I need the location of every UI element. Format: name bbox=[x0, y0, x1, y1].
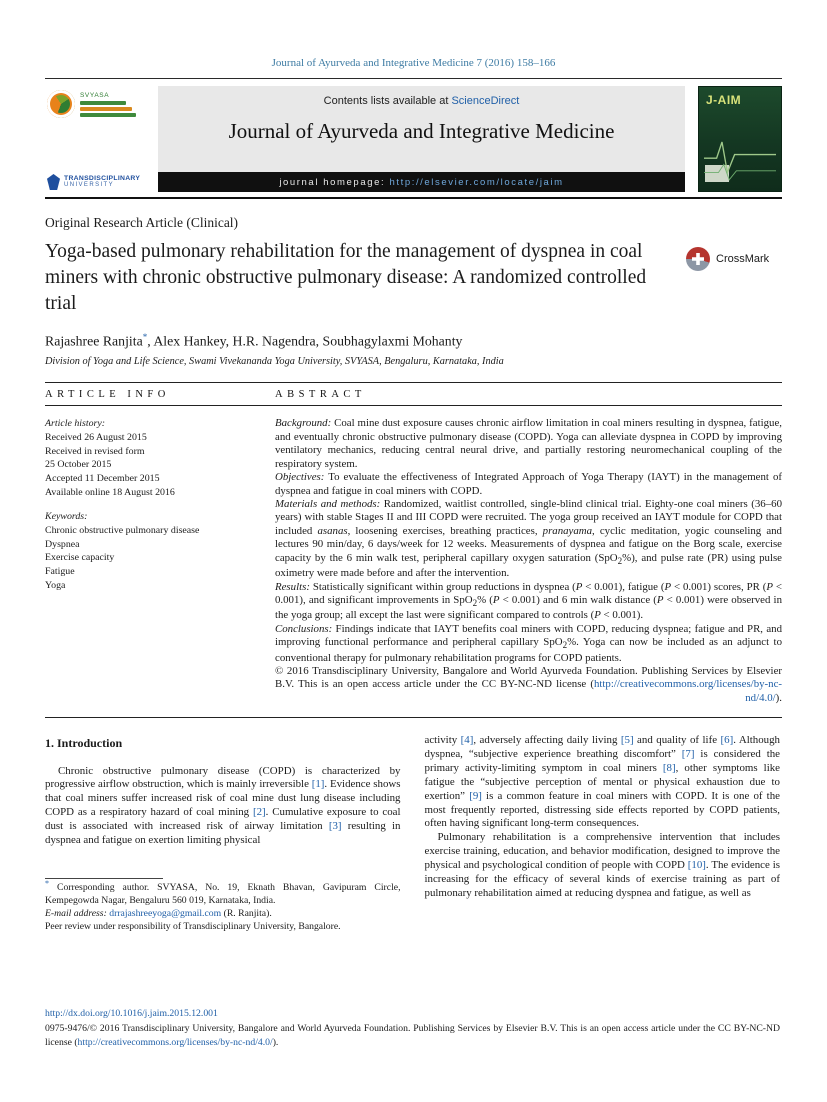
journal-title: Journal of Ayurveda and Integrative Medicine bbox=[228, 119, 615, 143]
svyasa-name: SVYASA bbox=[80, 91, 110, 99]
inline-link[interactable]: drrajashreeyoga@gmail.com bbox=[109, 907, 222, 919]
masthead-top-rule bbox=[45, 78, 782, 79]
cover-title: J-AIM bbox=[706, 93, 742, 107]
abstract-paragraph-background: Background: Coal mine dust exposure causes chronic airflow limitation in coal miners resulting in dyspnea, fatigue, and eventually chronic obstructive pulmonary disease (COPD). Yoga can alleviate dyspnea in COPD by improving ventilatory mechanics, reducing central neural drive, and partially restoring neuromechanical coupling of the respiratory system. bbox=[275, 417, 782, 470]
email-note: E-mail address: drrajashreeyoga@gmail.com (R. Ranjita). bbox=[45, 907, 272, 919]
citation-ref[interactable]: [7] bbox=[681, 748, 695, 761]
article-history-list bbox=[45, 431, 251, 499]
citation-ref[interactable]: [3] bbox=[328, 819, 342, 832]
inline-link[interactable]: * bbox=[45, 878, 50, 888]
body-paragraph: Pulmonary rehabilitation is a comprehensive intervention that includes exercise training, education, and behavior modification, designed to improve the physical and psychological condition of people with COPD [10]. The evidence is increasing for the efficacy of several kinds of exercise training as part of pulmonary rehabilitation aimed at reducing dyspnea and fatigue, as well as bbox=[424, 831, 780, 899]
tdu-shield-icon bbox=[47, 174, 60, 190]
keywords-list bbox=[45, 524, 251, 592]
citation-ref[interactable]: [8] bbox=[662, 762, 676, 774]
keyword: Chronic obstructive pulmonary disease bbox=[45, 524, 200, 536]
history-line: Received in revised form bbox=[45, 445, 145, 457]
homepage-label: journal homepage: bbox=[279, 177, 390, 188]
history-line: Accepted 11 December 2015 bbox=[45, 472, 160, 484]
masthead-center-panel bbox=[158, 86, 685, 192]
crossmark-badge[interactable] bbox=[686, 247, 782, 271]
journal-homepage-bar bbox=[158, 172, 685, 192]
doi-link[interactable]: http://dx.doi.org/10.1016/j.jaim.2015.12.001 bbox=[45, 1008, 218, 1019]
tdu-logo bbox=[47, 174, 150, 190]
running-head-citation: Journal of Ayurveda and Integrative Medicine 7 (2016) 158–166 bbox=[271, 57, 556, 69]
peer-review-note: Peer review under responsibility of Transdisciplinary University, Bangalore. bbox=[45, 920, 341, 932]
article-info-column bbox=[45, 417, 251, 705]
inline-link[interactable]: * bbox=[142, 331, 148, 342]
keyword: Fatigue bbox=[45, 565, 75, 577]
corresponding-author-note: * Corresponding author. SVYASA, No. 19, Eknath Bhavan, Gavipuram Circle, Kempegowda Nagar, Bengaluru 560 019, Karnataka, India. bbox=[45, 878, 401, 906]
article-info-header: ARTICLE INFO bbox=[45, 389, 170, 401]
article-history-label: Article history: bbox=[45, 418, 106, 430]
publisher-logos bbox=[45, 86, 158, 192]
crossmark-label: CrossMark bbox=[716, 253, 770, 265]
masthead bbox=[45, 86, 782, 192]
abstract-paragraph-objectives: Objectives: To evaluate the effectiveness of Integrated Approach of Yoga Therapy (IAYT) in the management of dyspnea and fatigue in coal miners with COPD. bbox=[275, 471, 782, 497]
author-list: Rajashree Ranjita*, Alex Hankey, H.R. Nagendra, Soubhagylaxmi Mohanty bbox=[45, 331, 463, 349]
page-footer bbox=[45, 1007, 780, 1049]
history-line: Available online 18 August 2016 bbox=[45, 486, 175, 498]
abstract-paragraph-conclusions: Conclusions: Findings indicate that IAYT benefits coal miners with COPD, reducing dyspnea; fatigue and PR, and improving functional performance and peripheral capillary SpO$_2$%. Yoga can now be included as an adjunct to conventional therapy for pulmonary rehabilitation programs for COPD patients. bbox=[275, 622, 782, 664]
inline-link[interactable]: http://creativecommons.org/licenses/by-nc-nd/4.0/ bbox=[77, 1036, 273, 1048]
body-column-left bbox=[45, 734, 401, 933]
sciencedirect-link[interactable]: ScienceDirect bbox=[451, 95, 520, 107]
citation-ref[interactable]: [2] bbox=[252, 806, 266, 819]
abstract-header: ABSTRACT bbox=[275, 389, 366, 401]
history-line: 25 October 2015 bbox=[45, 459, 112, 471]
body-column-right bbox=[425, 734, 781, 933]
abstract-paragraph-results: Results: Statistically significant within group reductions in dyspnea (P < 0.001), fatigue (P < 0.001) scores, PR (P < 0.001), and significant improvements in SpO$_2$% (P < 0.001) and 6 min walk distance (P < 0.001) were observed in the yoga group; all except the last were significant compared to controls (P < 0.001). bbox=[275, 580, 783, 622]
keyword: Exercise capacity bbox=[45, 552, 115, 564]
citation-ref[interactable]: [10] bbox=[687, 858, 706, 871]
keywords-label: Keywords: bbox=[45, 511, 88, 523]
article-type-label: Original Research Article (Clinical) bbox=[45, 215, 239, 230]
citation-ref[interactable]: [1] bbox=[311, 778, 325, 791]
abstract-paragraph-methods: Materials and methods: Randomized, waitlist controlled, single-blind clinical trial. Eighty-one coal miners (36–60 years) with stable Stages II and III COPD were recruited. The yoga group received an IAYT module for COPD that included asanas, loosening exercises, breathing practices, pranayama, cyclic meditation, yogic counseling and lectures 90 min/day, 6 days/week for 12 weeks. Measurements of dyspnea and fatigue on the Borg scale, exercise capacity by the 6 min walk test, peripheral capillary oxygen saturation (SpO$_2$%), and pulse rate (PR) using pulse oximetry were made before and after the intervention. bbox=[275, 497, 782, 580]
info-abstract-section bbox=[45, 382, 782, 718]
citation-ref[interactable]: [6] bbox=[720, 734, 734, 747]
body-paragraph: Chronic obstructive pulmonary disease (COPD) is characterized by progressive airflow obstruction, which is mainly irreversible [1]. Evidence shows that coal miners suffer increased risk of coal mine dust lung disease including COPD as a respiratory hazard of coal mining [2]. Cumulative exposure to coal dust is associated with increased risk of airway limitation [3] resulting in dyspnea and fatigue on exertion limiting physical bbox=[45, 764, 401, 846]
history-line: Received 26 August 2015 bbox=[45, 432, 147, 444]
journal-cover-thumbnail bbox=[698, 86, 782, 192]
footnote-block bbox=[45, 878, 401, 933]
contents-list-line bbox=[158, 86, 685, 107]
masthead-bottom-rule bbox=[45, 197, 782, 199]
keyword: Yoga bbox=[45, 579, 66, 591]
article-body bbox=[45, 734, 782, 933]
body-paragraph: activity [4], adversely affecting daily living [5] and quality of life [6]. Although dyspnea, “subjective experience breathing discomfort” [7] is considered the primary activity-limiting symptom in coal miners [8], other symptoms like fatigue the “subjective perception of mental or physical exhaustion due to exertion” [9] is a common feature in coal miners with COPD. It is one of the most frequently reported, distressing side effects reported by COPD patients, often having significant long-term consequences. bbox=[424, 734, 780, 830]
abstract-column bbox=[275, 417, 782, 705]
svyasa-lotus-emblem-icon bbox=[47, 90, 75, 118]
info-abstract-headers bbox=[45, 382, 782, 406]
citation-ref[interactable]: [5] bbox=[620, 734, 634, 747]
svyasa-logo bbox=[47, 90, 150, 118]
tdu-name-line1: TRANSDISCIPLINARY bbox=[64, 174, 141, 182]
citation-ref[interactable]: [9] bbox=[469, 789, 482, 802]
section-heading-introduction: 1. Introduction bbox=[45, 736, 123, 751]
inline-link[interactable]: http://creativecommons.org/licenses/by-nc-nd/4.0/ bbox=[593, 678, 782, 704]
affiliation-line: Division of Yoga and Life Science, Swami Vivekananda Yoga University, SVYASA, Bengaluru, Karnataka, India bbox=[45, 356, 504, 368]
cover-ecg-art-icon bbox=[699, 133, 781, 187]
crossmark-icon bbox=[686, 247, 710, 271]
issn-copyright-line: 0975-9476/© 2016 Transdisciplinary University, Bangalore and World Ayurveda Foundation. Publishing Services by Elsevier B.V. This is an open access article under the CC BY-NC-ND license (http://creativecommons.org/licenses/by-nc-nd/4.0/). bbox=[45, 1023, 780, 1048]
contents-prefix: Contents lists available at bbox=[323, 95, 452, 107]
tdu-name-line2: UNIVERSITY bbox=[64, 182, 115, 189]
svyasa-logo-text bbox=[80, 92, 136, 117]
abstract-copyright: © 2016 Transdisciplinary University, Bangalore and World Ayurveda Foundation. Publishing Services by Elsevier B.V. This is an open access article under the CC BY-NC-ND license (http://creativecommons.org/licenses/by-nc-nd/4.0/). bbox=[275, 665, 782, 704]
keyword: Dyspnea bbox=[45, 538, 80, 550]
article-title: Yoga-based pulmonary rehabilitation for the management of dyspnea in coal miners with chronic obstructive pulmonary disease: A randomized controlled trial bbox=[45, 241, 647, 314]
title-row bbox=[45, 239, 782, 317]
citation-ref[interactable]: [4] bbox=[460, 734, 474, 747]
homepage-url-link[interactable]: http://elsevier.com/locate/jaim bbox=[389, 177, 564, 188]
